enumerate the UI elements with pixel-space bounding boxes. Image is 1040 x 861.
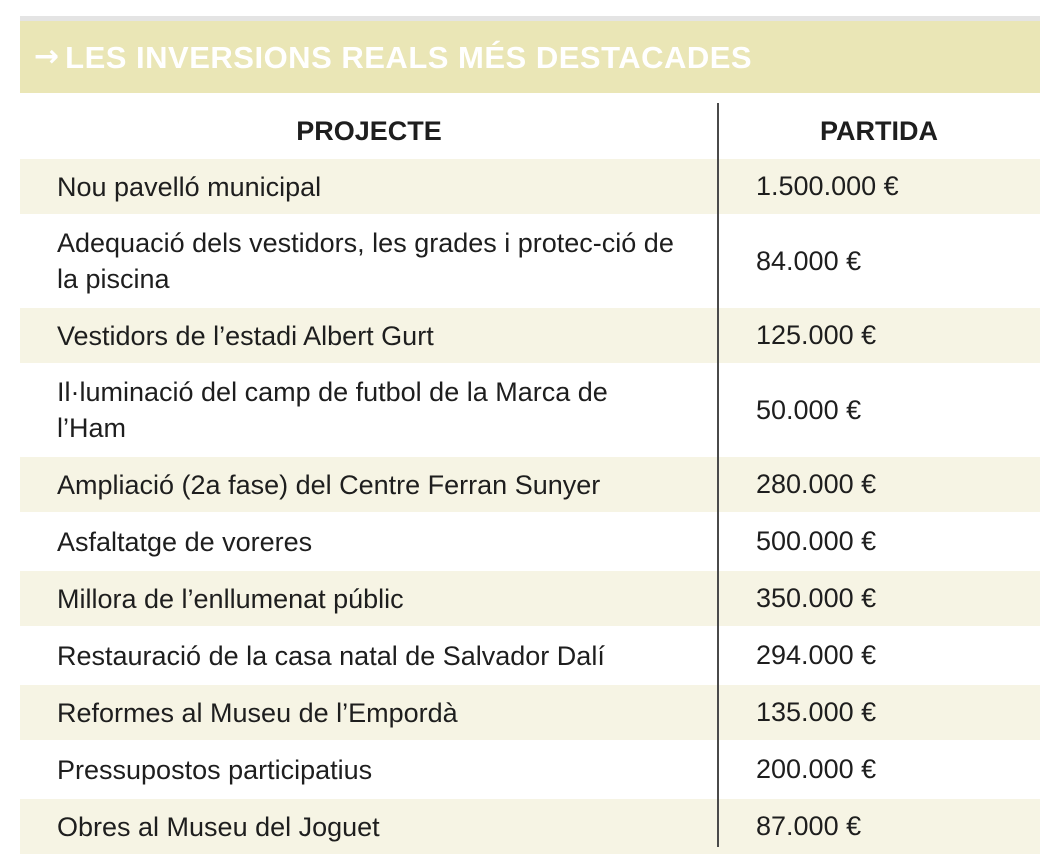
amount-cell: 350.000 € [756,583,877,613]
investment-table [20,103,1040,856]
arrow-right-icon: → [34,39,60,74]
project-cell: Adequació dels vestidors, les grades i protec-ció de la piscina [57,228,674,294]
column-divider [717,103,719,847]
project-cell: Ampliació (2a fase) del Centre Ferran Sunyer [57,469,601,500]
title-band [20,21,1040,93]
table-row [20,457,1040,514]
table-row [20,365,1040,457]
table-row [20,159,1040,216]
amount-cell: 87.000 € [756,811,862,841]
project-cell: Restauració de la casa natal de Salvador Dalí [57,640,605,671]
project-cell: Pressupostos participatius [57,754,373,785]
amount-cell: 125.000 € [756,320,877,350]
table-row [20,216,1040,308]
project-cell: Asfaltatge de voreres [57,526,313,557]
amount-cell: 1.500.000 € [756,171,899,201]
project-cell: Reformes al Museu de l’Empordà [57,697,458,728]
table-row [20,628,1040,685]
table-row [20,308,1040,365]
project-cell: Millora de l’enllumenat públic [57,583,404,614]
table-row [20,685,1040,742]
column-header-project: PROJECTE [296,115,442,146]
table-title: LES INVERSIONS REALS MÉS DESTACADES [65,39,753,75]
table-row [20,571,1040,628]
amount-cell: 500.000 € [756,526,877,556]
table-header-row [20,103,1040,159]
column-header-partida: PARTIDA [820,115,938,146]
amount-cell: 294.000 € [756,640,877,670]
project-cell: Nou pavelló municipal [57,171,322,202]
table-row [20,514,1040,571]
project-cell: Vestidors de l’estadi Albert Gurt [57,320,434,351]
amount-cell: 135.000 € [756,697,877,727]
project-cell: Obres al Museu del Joguet [57,811,380,842]
amount-cell: 200.000 € [756,754,877,784]
table-row [20,799,1040,856]
amount-cell: 50.000 € [756,394,862,425]
table-row [20,742,1040,799]
project-cell: Il·luminació del camp de futbol de la Marca de l’Ham [57,377,608,443]
amount-cell: 280.000 € [756,469,877,499]
amount-cell: 84.000 € [756,245,862,276]
